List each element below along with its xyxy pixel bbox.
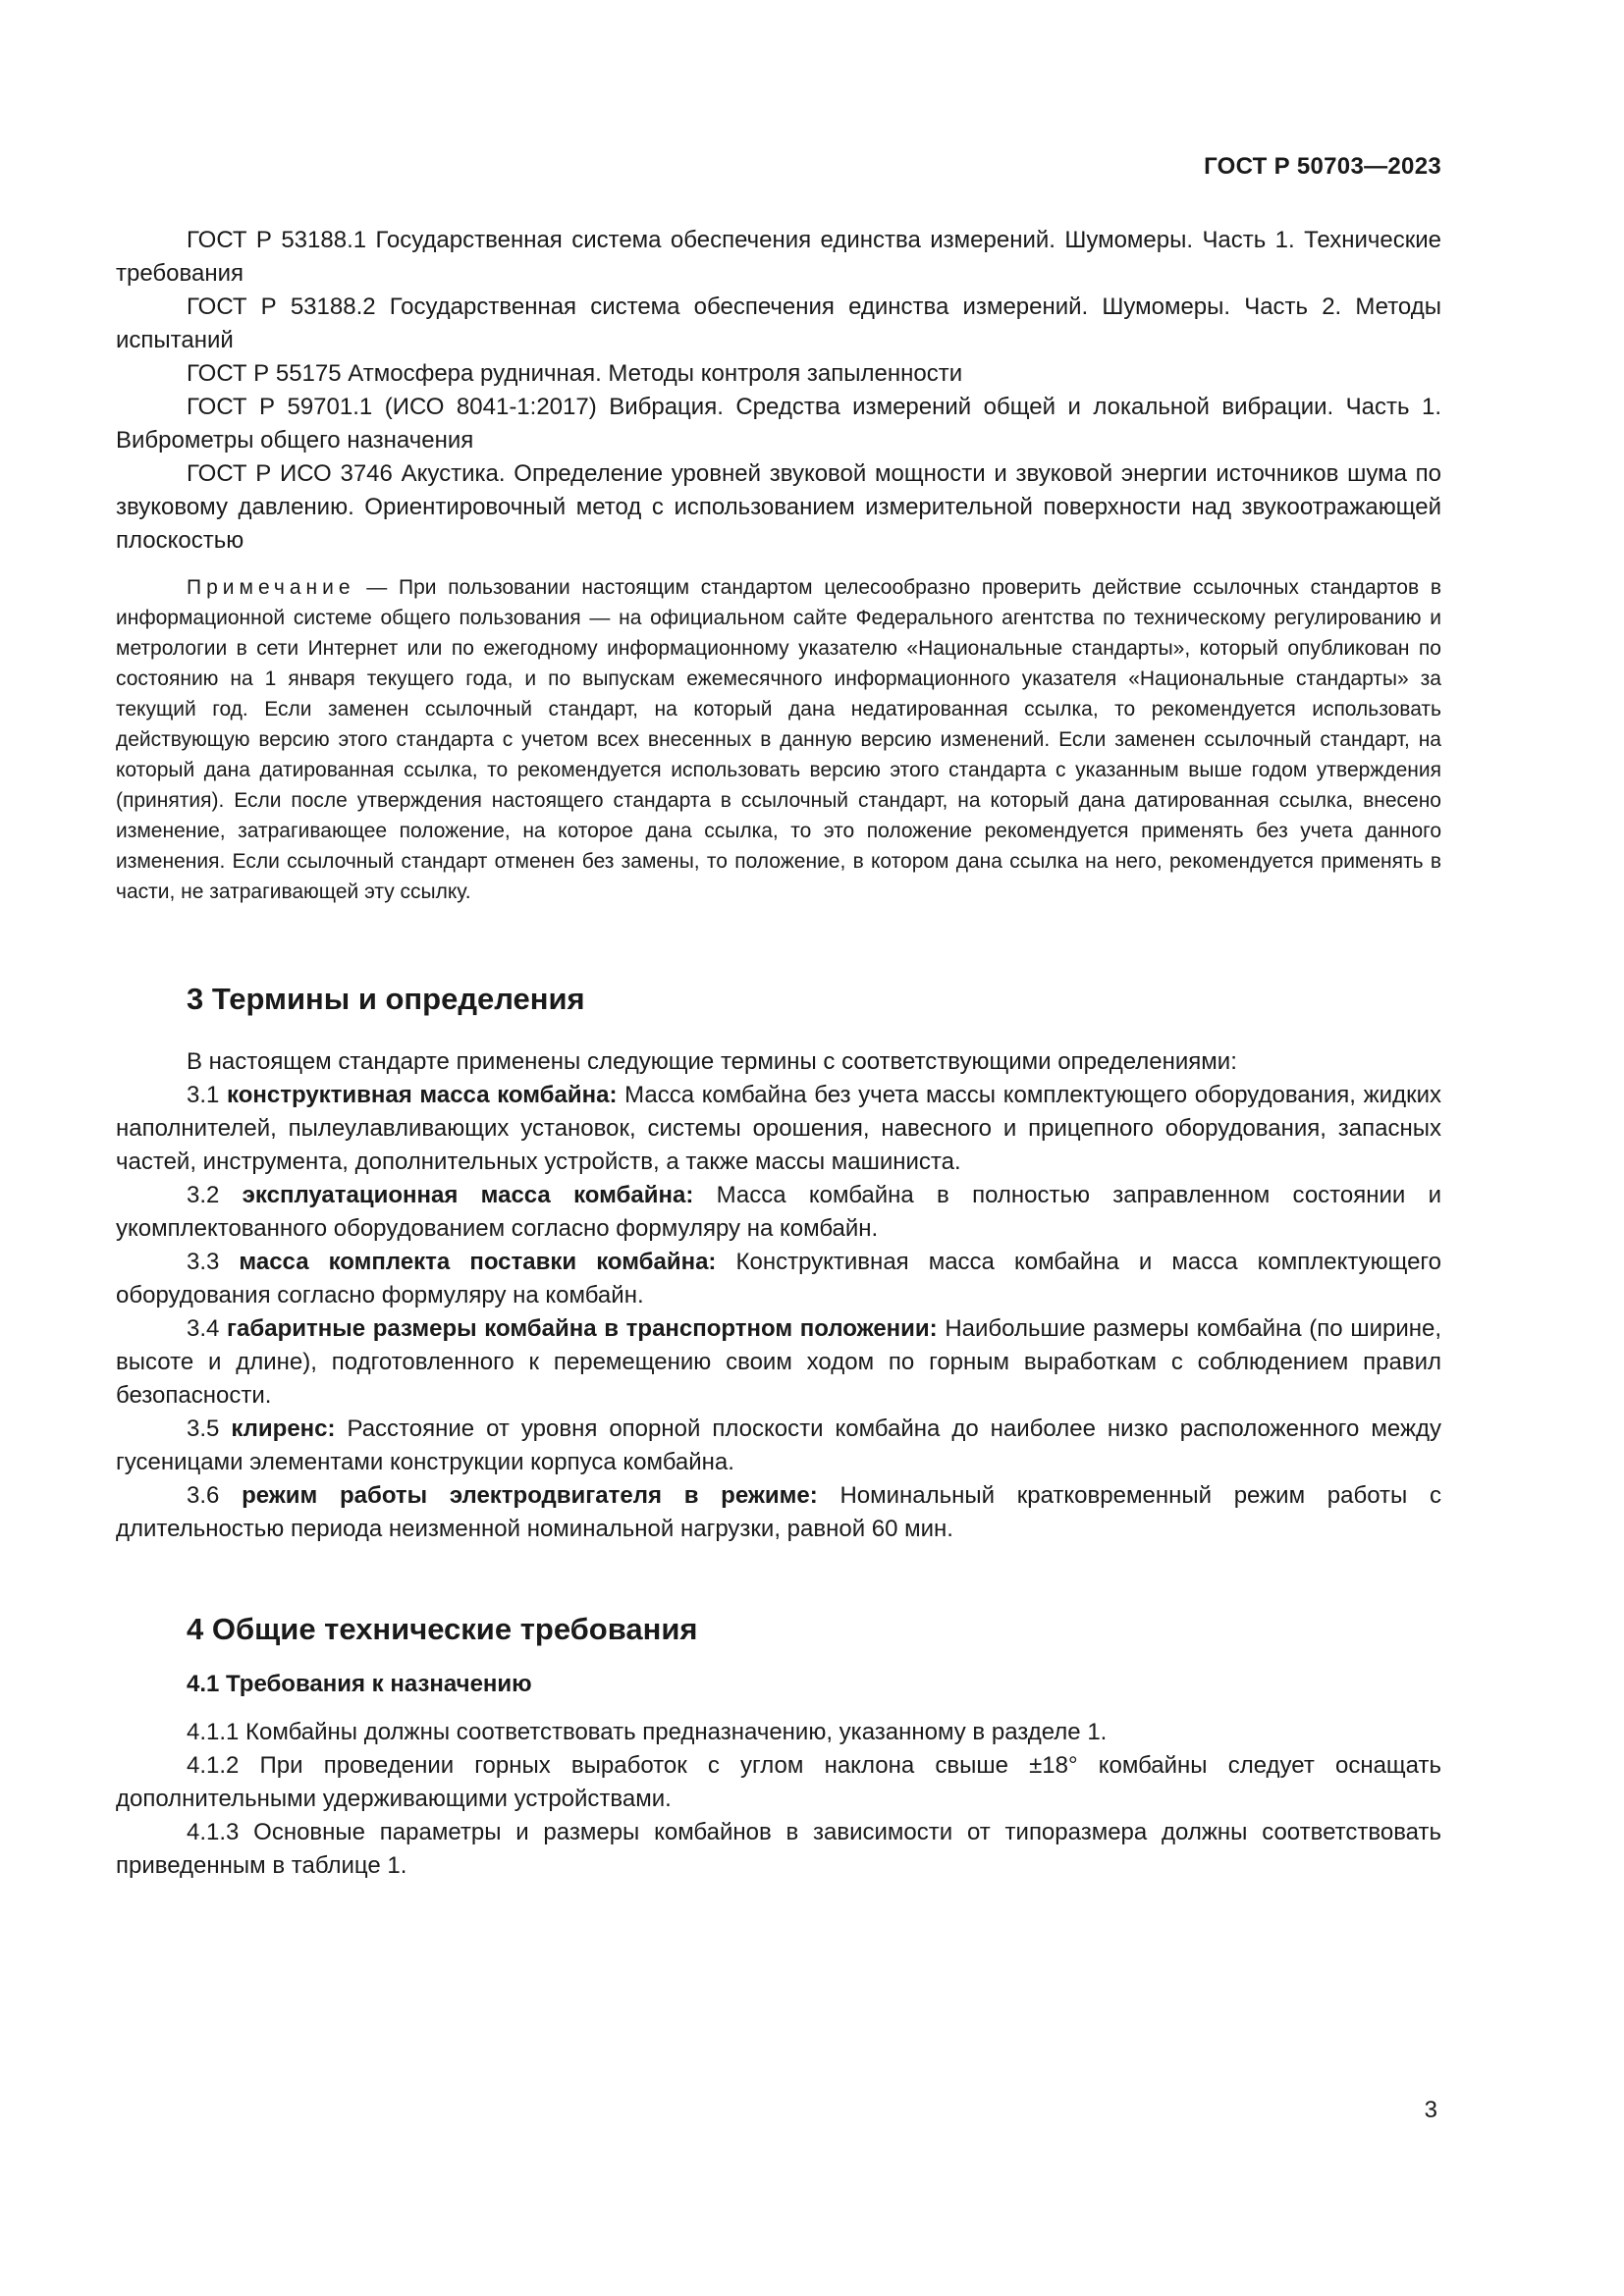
note-paragraph	[116, 572, 1441, 907]
reference-item: ГОСТ Р 55175 Атмосфера рудничная. Методы контроля запыленности	[187, 360, 963, 387]
section-3-intro: В настоящем стандарте применены следующие термины с соответствующими определениями:	[187, 1048, 1237, 1075]
section-4-title: 4 Общие технические требования	[187, 1612, 698, 1646]
term-name: конструктивная масса комбайна:	[227, 1082, 618, 1108]
term-text: Масса комбайна без учета массы комплектующего оборудования, жидких наполнителей, пылеулавливающих установок, системы орошения, навесного и прицепного оборудования, запасных частей, инструмента, дополнительных устройств, а также массы машиниста.	[116, 1082, 1441, 1175]
section-3-title: 3 Термины и определения	[187, 982, 585, 1016]
normative-references	[116, 224, 1441, 558]
term-definition	[116, 1079, 1441, 1179]
term-number: 3.4	[187, 1315, 228, 1342]
term-name: режим работы электродвигателя в режиме:	[242, 1482, 818, 1509]
term-text: Расстояние от уровня опорной плоскости комбайна до наиболее низко расположенного между гусеницами элементами конструкции корпуса комбайна.	[116, 1415, 1442, 1475]
term-definition	[116, 1479, 1441, 1546]
requirement-item: 4.1.1 Комбайны должны соответствовать предназначению, указанному в разделе 1.	[187, 1719, 1108, 1745]
section-4-body	[116, 1716, 1441, 1883]
term-name: масса комплекта поставки комбайна:	[239, 1249, 717, 1275]
term-definition	[116, 1179, 1441, 1246]
term-text: Масса комбайна в полностью заправленном состоянии и укомплектованного оборудованием согласно формуляру на комбайн.	[116, 1182, 1441, 1242]
term-number: 3.2	[187, 1182, 243, 1208]
requirement-item: 4.1.3 Основные параметры и размеры комбайнов в зависимости от типоразмера должны соответствовать приведенным в таблице 1.	[116, 1819, 1441, 1879]
reference-note	[116, 572, 1441, 907]
term-name: габаритные размеры комбайна в транспортном положении:	[227, 1315, 938, 1342]
term-number: 3.3	[187, 1249, 240, 1275]
reference-item: ГОСТ Р 59701.1 (ИСО 8041-1:2017) Вибрация. Средства измерений общей и локальной вибрации. Часть 1. Виброметры общего назначения	[116, 394, 1441, 454]
note-label: Примечание	[187, 576, 355, 599]
term-definition	[116, 1413, 1441, 1479]
reference-item: ГОСТ Р ИСО 3746 Акустика. Определение уровней звуковой мощности и звуковой энергии источников шума по звуковому давлению. Ориентировочный метод с использованием измерительной поверхности над звукоотражающей плоскостью	[116, 460, 1441, 554]
requirement-item: 4.1.2 При проведении горных выработок с углом наклона свыше ±18° комбайны следует оснащать дополнительными удерживающими устройствами.	[116, 1752, 1441, 1812]
reference-item: ГОСТ Р 53188.2 Государственная система обеспечения единства измерений. Шумомеры. Часть 2. Методы испытаний	[116, 294, 1441, 353]
term-text: Конструктивная масса комбайна и масса комплектующего оборудования согласно формуляру на комбайн.	[116, 1249, 1442, 1308]
term-text: Номинальный кратковременный режим работы с длительностью периода неизменной номинальной нагрузки, равной 60 мин.	[116, 1482, 1442, 1542]
note-text: — При пользовании настоящим стандартом целесообразно проверить действие ссылочных стандартов в информационной системе общего пользования — на официальном сайте Федерального агентства по техническому регулированию и метрологии в сети Интернет или по ежегодному информационному указателю «Национальные стандарты», который опубликован по состоянию на 1 января текущего года, и по выпускам ежемесячного информационного указателя «Национальные стандарты» за текущий год. Если заменен ссылочный стандарт, на который дана недатированная ссылка, то рекомендуется использовать действующую версию этого стандарта с учетом всех внесенных в данную версию изменений. Если заменен ссылочный стандарт, на который дана датированная ссылка, то рекомендуется использовать версию этого стандарта с указанным выше годом утверждения (принятия). Если после утверждения настоящего стандарта в ссылочный стандарт, на который дана датированная ссылка, внесено изменение, затрагивающее положение, на которое дана ссылка, то это положение рекомендуется применять без учета данного изменения. Если ссылочный стандарт отменен без замены, то положение, в котором дана ссылка на него, рекомендуется применять в части, не затрагивающей эту ссылку.	[116, 576, 1441, 903]
document-header: ГОСТ Р 50703—2023	[1204, 153, 1441, 180]
term-number: 3.1	[187, 1082, 228, 1108]
term-definition	[116, 1312, 1441, 1413]
term-text: Наибольшие размеры комбайна (по ширине, высоте и длине), подготовленного к перемещению своим ходом по горным выработкам с соблюдением правил безопасности.	[116, 1315, 1442, 1409]
page-number: 3	[1424, 2097, 1437, 2123]
term-number: 3.5	[187, 1415, 232, 1442]
term-definition	[116, 1246, 1441, 1312]
term-name: клиренс:	[231, 1415, 336, 1442]
section-3-body	[116, 1045, 1441, 1546]
subsection-4-1-title: 4.1 Требования к назначению	[187, 1671, 532, 1697]
term-number: 3.6	[187, 1482, 243, 1509]
reference-item: ГОСТ Р 53188.1 Государственная система обеспечения единства измерений. Шумомеры. Часть 1. Технические требования	[116, 227, 1441, 287]
term-name: эксплуатационная масса комбайна:	[242, 1182, 694, 1208]
